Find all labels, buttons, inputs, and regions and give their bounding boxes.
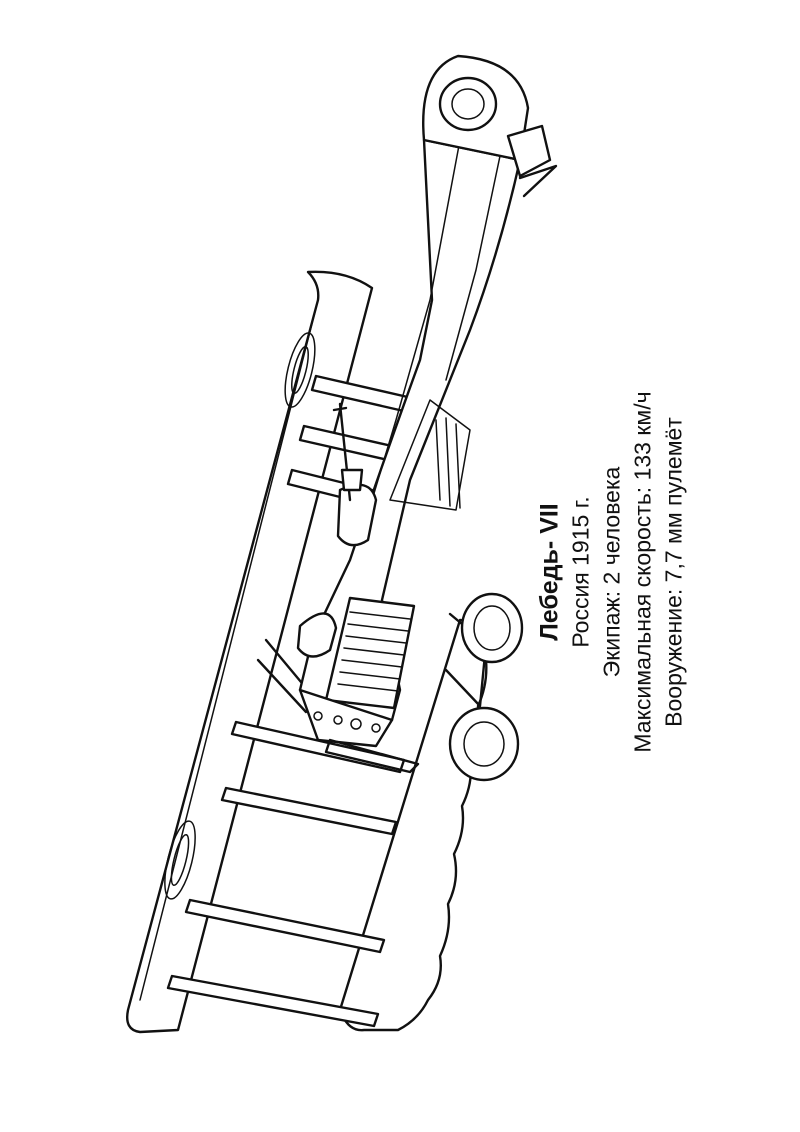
aircraft-caption <box>535 362 690 782</box>
caption-origin: Россия 1915 г. <box>567 496 594 648</box>
caption-armament: Вооружение: 7,7 мм пулемёт <box>660 417 687 727</box>
caption-crew: Экипаж: 2 человека <box>598 466 625 678</box>
caption-max-speed: Максимальная скорость: 133 км/ч <box>629 391 656 753</box>
caption-title: Лебедь- VII <box>535 503 564 641</box>
